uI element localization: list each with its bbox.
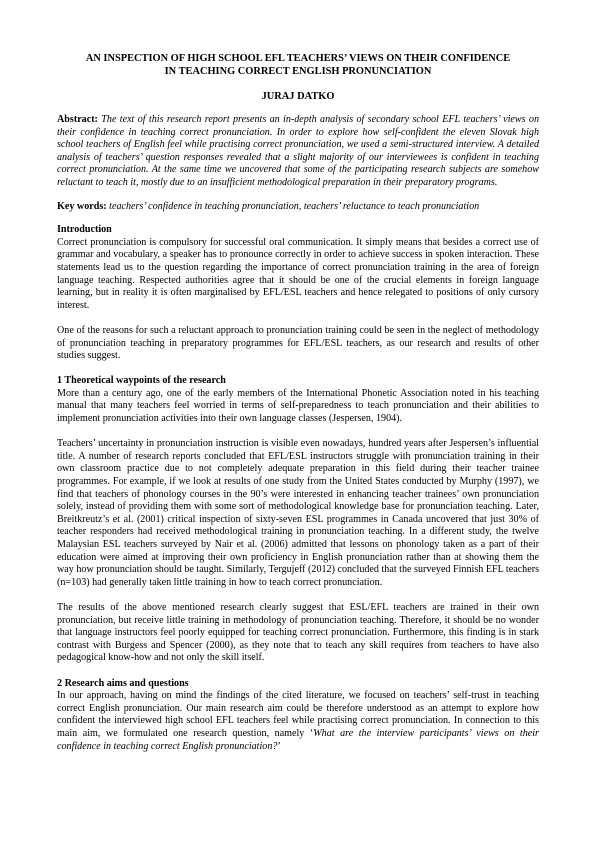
keywords-text: teachers’ confidence in teaching pronunciation, teachers’ reluctance to teach pronunciation — [109, 200, 480, 212]
paragraph: More than a century ago, one of the early members of the International Phonetic Association noted in his teaching manual that many teachers feel worried in terms of self-preparedness to teach pronunciation and their abilities to implement pronunciation activities into their own language classes (Jespersen, 1904). — [57, 387, 539, 425]
abstract-text: The text of this research report presents an in-depth analysis of secondary school EFL teachers’ views on their confidence in teaching correct pronunciation. In order to explore how self-confident the eleven Slovak high school teachers of English feel while practising correct pronunciation, we used a semi-structured interview. A detailed analysis of teachers’ question responses revealed that a slight majority of our interviewees is confident in teaching correct pronunciation. At the same time we uncovered that some of the participating research subjects are somehow reluctant to teach it, mostly due to an insufficient methodological preparation in their preparatory programs. — [57, 114, 539, 188]
research-question: What are the interview participants’ views on their confidence in teaching correct English pronunciation? — [57, 727, 539, 752]
abstract — [57, 114, 539, 190]
keywords — [57, 201, 539, 214]
keywords-label: Key words: — [57, 200, 107, 212]
author-name: JURAJ DATKO — [261, 91, 335, 102]
paragraph: Correct pronunciation is compulsory for successful oral communication. It simply means that besides a correct use of grammar and vocabulary, a speaker has to pronounce correctly in order to achieve success in spoken interaction. These statements lead us to the question regarding the importance of correct pronunciation training in the area of foreign language teaching. Respected authorities agree that it should be one of the crucial elements in foreign language learning, but in reality it is often marginalised by EFL/ESL teachers and hence relegated to positions of only cursory interest. — [57, 236, 539, 311]
abstract-label: Abstract: — [57, 114, 98, 125]
section-heading-theoretical-waypoints: 1 Theoretical waypoints of the research — [57, 375, 226, 387]
paragraph: One of the reasons for such a reluctant approach to pronunciation training could be seen in the neglect of methodology of pronunciation teaching in preparatory programmes for EFL/ESL teachers, as our research and results of other studies suggest. — [57, 324, 539, 362]
paper-page — [57, 52, 539, 753]
paragraph: The results of the above mentioned research clearly suggest that ESL/EFL teachers are trained in their own pronunciation, but receive little training in methodology of pronunciation teaching. Therefore, it should be no wonder that language instructors feel poorly equipped for teaching correct pronunciation. Furthermore, this finding is in stark contrast with Burgess and Spencer (2000), as they note that to teach any skill requires from teachers to have also pedagogical know-how and not only the skill itself. — [57, 601, 539, 664]
section-heading-research-aims: 2 Research aims and questions — [57, 677, 189, 689]
paragraph: Teachers’ uncertainty in pronunciation instruction is visible even nowadays, hundred years after Jespersen’s influential title. A number of research reports concluded that EFL/ESL instructors struggle with pronunciation training in their own classroom practice due to not completely adequate preparation in this field during their teacher trainee programmes. For example, if we look at results of one study from the United States conducted by Murphy (1997), we find that teachers of phonology courses in the 90’s were interested in enhancing teacher trainees’ own pronunciation solely, instead of providing them with some sort of methodological knowledge base for pronunciation teaching. Later, Breitkreutz’s et al. (2001) critical inspection of sixty-seven ESL programmes in Canada uncovered that just 30% of teacher responders had received methodological training in pronunciation teaching. In a different study, the twelve Malaysian ESL teachers surveyed by Nair et al. (2006) admitted that lessons on phonology taken as a part of their education were aimed at improving their own proficiency in English pronunciation rather than at showing them the way how pronunciation should be taught. Similarly, Tergujeff (2012) concluded that the surveyed Finnish EFL teachers (n=103) had generally taken little training in how to teach correct pronunciation. — [57, 438, 539, 588]
title-line-2: IN TEACHING CORRECT ENGLISH PRONUNCIATION — [164, 66, 432, 77]
section-heading-introduction: Introduction — [57, 224, 112, 236]
paper-title — [57, 52, 539, 78]
title-line-1: AN INSPECTION OF HIGH SCHOOL EFL TEACHERS’ VIEWS ON THEIR CONFIDENCE — [85, 53, 511, 64]
closing-quote: ’ — [277, 740, 281, 752]
paragraph — [57, 690, 539, 753]
paragraph-text: In our approach, having on mind the findings of the cited literature, we focused on teachers’ self-trust in teaching correct English pronunciation. Our main research aim could be therefore understood as an attempt to explore how confident the interviewed high school EFL teachers feel while practising correct pronunciation. In connection to this main aim, we formulated one research question, namely ‘ — [57, 690, 539, 739]
